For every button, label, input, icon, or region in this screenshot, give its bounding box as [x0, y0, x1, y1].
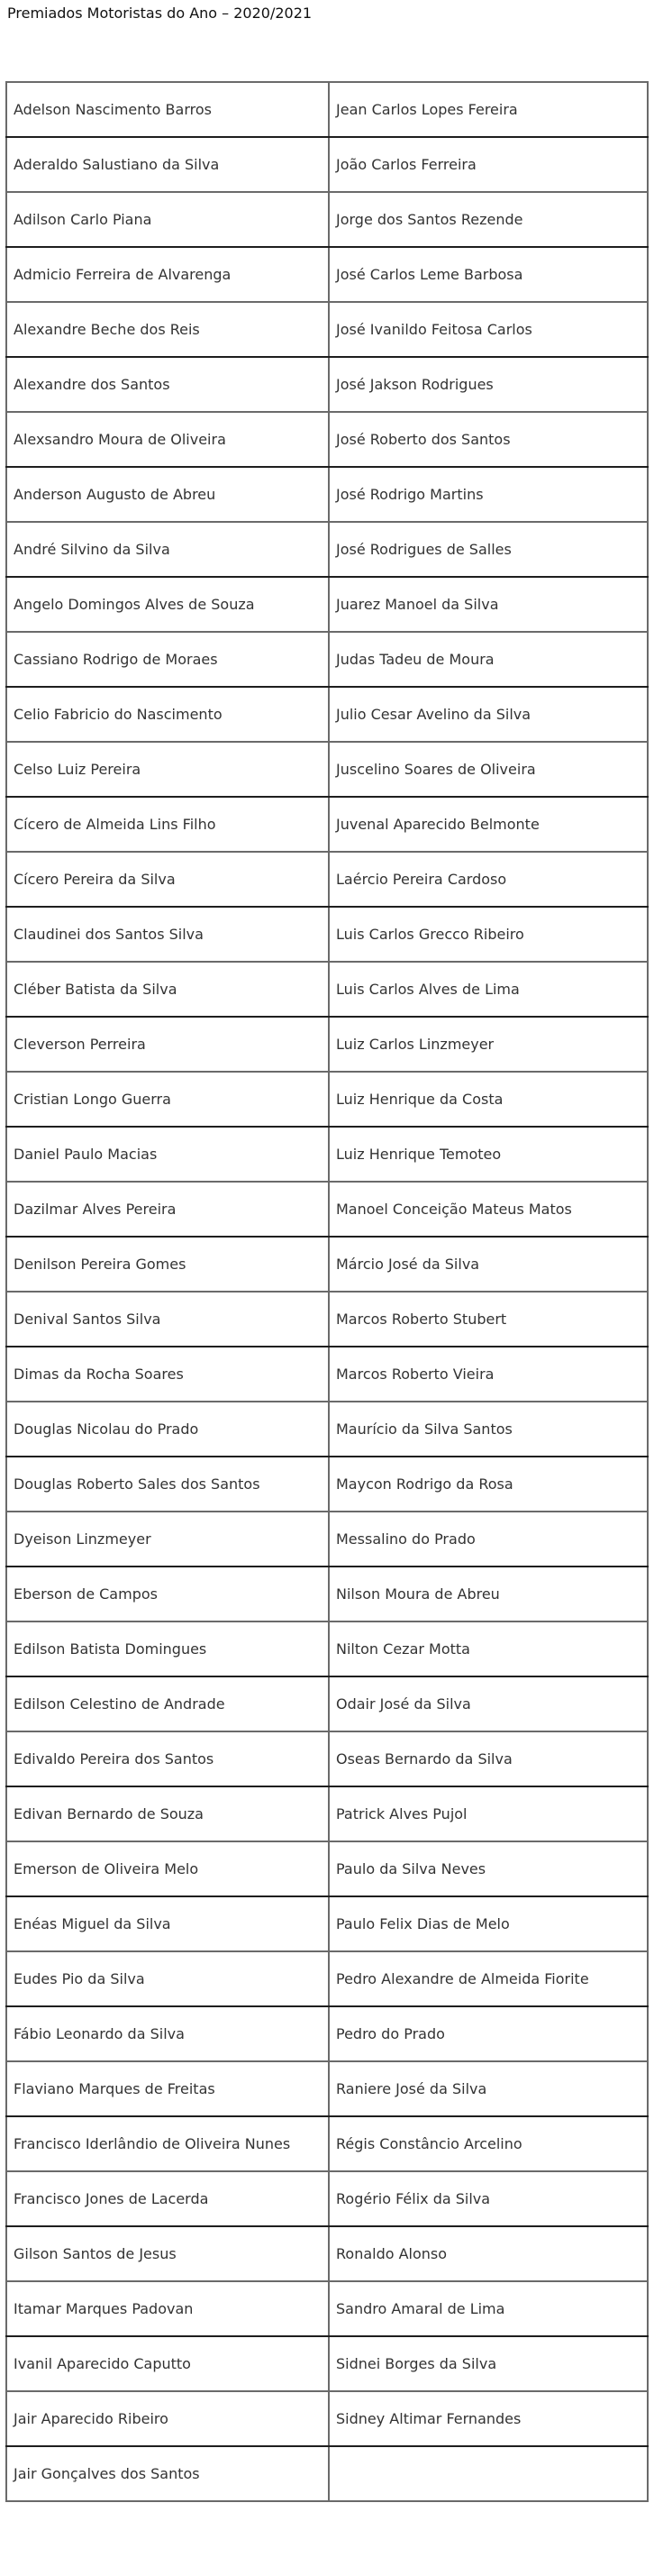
- table-row: [6, 2336, 648, 2391]
- name-cell-right: Pedro do Prado: [329, 2006, 648, 2061]
- name-cell-left: Dazilmar Alves Pereira: [6, 1182, 329, 1237]
- name-cell-right: Luiz Henrique da Costa: [329, 1072, 648, 1127]
- name-cell-left: André Silvino da Silva: [6, 522, 329, 577]
- table-row: [6, 1951, 648, 2006]
- name-cell-left: Adelson Nascimento Barros: [6, 82, 329, 137]
- name-cell-right: José Rodrigo Martins: [329, 467, 648, 522]
- name-cell-right: Jean Carlos Lopes Fereira: [329, 82, 648, 137]
- name-cell-right: Luiz Carlos Linzmeyer: [329, 1017, 648, 1072]
- name-cell-right: José Carlos Leme Barbosa: [329, 247, 648, 302]
- name-cell-left: Enéas Miguel da Silva: [6, 1896, 329, 1951]
- table-row: [6, 2281, 648, 2336]
- name-cell-right: Márcio José da Silva: [329, 1237, 648, 1292]
- name-cell-right: Maycon Rodrigo da Rosa: [329, 1457, 648, 1512]
- name-cell-left: Cristian Longo Guerra: [6, 1072, 329, 1127]
- table-row: [6, 82, 648, 137]
- table-row: [6, 1127, 648, 1182]
- name-cell-left: Cícero Pereira da Silva: [6, 852, 329, 907]
- name-cell-right: Nilson Moura de Abreu: [329, 1567, 648, 1621]
- name-cell-left: Edilson Celestino de Andrade: [6, 1676, 329, 1731]
- name-cell-right: Oseas Bernardo da Silva: [329, 1731, 648, 1786]
- table-row: [6, 1347, 648, 1402]
- name-cell-left: Admicio Ferreira de Alvarenga: [6, 247, 329, 302]
- table-row: [6, 1017, 648, 1072]
- name-cell-left: Emerson de Oliveira Melo: [6, 1841, 329, 1896]
- name-cell-right: Laércio Pereira Cardoso: [329, 852, 648, 907]
- table-row: [6, 2391, 648, 2446]
- name-cell-left: Jair Aparecido Ribeiro: [6, 2391, 329, 2446]
- name-cell-left: Douglas Roberto Sales dos Santos: [6, 1457, 329, 1512]
- name-cell-left: Douglas Nicolau do Prado: [6, 1402, 329, 1457]
- table-row: [6, 852, 648, 907]
- name-cell-right: Juvenal Aparecido Belmonte: [329, 797, 648, 852]
- table-row: [6, 2171, 648, 2226]
- name-cell-right: Sidney Altimar Fernandes: [329, 2391, 648, 2446]
- name-cell-right: Judas Tadeu de Moura: [329, 632, 648, 687]
- table-row: [6, 1457, 648, 1512]
- name-cell-left: Fábio Leonardo da Silva: [6, 2006, 329, 2061]
- table-row: [6, 1731, 648, 1786]
- name-cell-right: Juscelino Soares de Oliveira: [329, 742, 648, 797]
- name-cell-left: Cléber Batista da Silva: [6, 962, 329, 1017]
- name-cell-left: Dyeison Linzmeyer: [6, 1512, 329, 1567]
- name-cell-right: Sandro Amaral de Lima: [329, 2281, 648, 2336]
- table-row: [6, 1182, 648, 1237]
- name-cell-right: Nilton Cezar Motta: [329, 1621, 648, 1676]
- name-cell-left: Denilson Pereira Gomes: [6, 1237, 329, 1292]
- name-cell-right: Julio Cesar Avelino da Silva: [329, 687, 648, 742]
- table-row: [6, 302, 648, 357]
- name-cell-right: Marcos Roberto Vieira: [329, 1347, 648, 1402]
- name-cell-right: José Ivanildo Feitosa Carlos: [329, 302, 648, 357]
- table-row: [6, 2006, 648, 2061]
- name-cell-right: Luis Carlos Grecco Ribeiro: [329, 907, 648, 962]
- name-cell-left: Flaviano Marques de Freitas: [6, 2061, 329, 2116]
- name-cell-right: Luis Carlos Alves de Lima: [329, 962, 648, 1017]
- name-cell-right: José Jakson Rodrigues: [329, 357, 648, 412]
- table-row: [6, 412, 648, 467]
- name-cell-right: Raniere José da Silva: [329, 2061, 648, 2116]
- name-cell-left: Daniel Paulo Macias: [6, 1127, 329, 1182]
- table-row: [6, 962, 648, 1017]
- name-cell-right: Sidnei Borges da Silva: [329, 2336, 648, 2391]
- name-cell-right: Régis Constâncio Arcelino: [329, 2116, 648, 2171]
- table-row: [6, 2446, 648, 2501]
- name-cell-right: Messalino do Prado: [329, 1512, 648, 1567]
- name-cell-right: Jorge dos Santos Rezende: [329, 192, 648, 247]
- table-row: [6, 247, 648, 302]
- name-cell-right: José Rodrigues de Salles: [329, 522, 648, 577]
- name-cell-right: Patrick Alves Pujol: [329, 1786, 648, 1841]
- table-row: [6, 742, 648, 797]
- table-row: [6, 1786, 648, 1841]
- table-row: [6, 2226, 648, 2281]
- name-cell-right: Odair José da Silva: [329, 1676, 648, 1731]
- name-cell-left: Edilson Batista Domingues: [6, 1621, 329, 1676]
- table-row: [6, 687, 648, 742]
- table-row: [6, 1292, 648, 1347]
- table-row: [6, 797, 648, 852]
- name-cell-right: [329, 2446, 648, 2501]
- name-cell-right: Ronaldo Alonso: [329, 2226, 648, 2281]
- name-cell-left: Ivanil Aparecido Caputto: [6, 2336, 329, 2391]
- name-cell-left: Aderaldo Salustiano da Silva: [6, 137, 329, 192]
- table-row: [6, 522, 648, 577]
- name-cell-left: Eberson de Campos: [6, 1567, 329, 1621]
- table-row: [6, 632, 648, 687]
- name-cell-right: Manoel Conceição Mateus Matos: [329, 1182, 648, 1237]
- name-cell-left: Claudinei dos Santos Silva: [6, 907, 329, 962]
- name-cell-left: Eudes Pio da Silva: [6, 1951, 329, 2006]
- name-cell-left: Celio Fabricio do Nascimento: [6, 687, 329, 742]
- name-cell-left: Itamar Marques Padovan: [6, 2281, 329, 2336]
- awardees-table-body: [6, 82, 648, 2501]
- table-row: [6, 907, 648, 962]
- table-row: [6, 1567, 648, 1621]
- name-cell-right: Luiz Henrique Temoteo: [329, 1127, 648, 1182]
- table-row: [6, 2061, 648, 2116]
- table-row: [6, 1072, 648, 1127]
- name-cell-left: Francisco Iderlândio de Oliveira Nunes: [6, 2116, 329, 2171]
- name-cell-right: Rogério Félix da Silva: [329, 2171, 648, 2226]
- name-cell-left: Anderson Augusto de Abreu: [6, 467, 329, 522]
- name-cell-left: Alexandre Beche dos Reis: [6, 302, 329, 357]
- table-row: [6, 137, 648, 192]
- name-cell-left: Cassiano Rodrigo de Moraes: [6, 632, 329, 687]
- table-row: [6, 1896, 648, 1951]
- table-row: [6, 357, 648, 412]
- name-cell-left: Denival Santos Silva: [6, 1292, 329, 1347]
- name-cell-left: Alexsandro Moura de Oliveira: [6, 412, 329, 467]
- name-cell-left: Gilson Santos de Jesus: [6, 2226, 329, 2281]
- name-cell-left: Francisco Jones de Lacerda: [6, 2171, 329, 2226]
- name-cell-right: Paulo da Silva Neves: [329, 1841, 648, 1896]
- name-cell-right: Paulo Felix Dias de Melo: [329, 1896, 648, 1951]
- name-cell-left: Cleverson Perreira: [6, 1017, 329, 1072]
- name-cell-left: Alexandre dos Santos: [6, 357, 329, 412]
- table-row: [6, 1237, 648, 1292]
- name-cell-left: Edivaldo Pereira dos Santos: [6, 1731, 329, 1786]
- name-cell-left: Jair Gonçalves dos Santos: [6, 2446, 329, 2501]
- table-row: [6, 1512, 648, 1567]
- name-cell-right: Marcos Roberto Stubert: [329, 1292, 648, 1347]
- name-cell-right: Pedro Alexandre de Almeida Fiorite: [329, 1951, 648, 2006]
- name-cell-left: Edivan Bernardo de Souza: [6, 1786, 329, 1841]
- name-cell-right: João Carlos Ferreira: [329, 137, 648, 192]
- table-row: [6, 1676, 648, 1731]
- name-cell-right: Maurício da Silva Santos: [329, 1402, 648, 1457]
- name-cell-left: Adilson Carlo Piana: [6, 192, 329, 247]
- awardees-table: [5, 81, 649, 2502]
- table-row: [6, 577, 648, 632]
- table-row: [6, 1841, 648, 1896]
- table-row: [6, 2116, 648, 2171]
- name-cell-left: Cícero de Almeida Lins Filho: [6, 797, 329, 852]
- name-cell-left: Celso Luiz Pereira: [6, 742, 329, 797]
- table-row: [6, 192, 648, 247]
- table-row: [6, 467, 648, 522]
- table-row: [6, 1402, 648, 1457]
- table-row: [6, 1621, 648, 1676]
- name-cell-left: Angelo Domingos Alves de Souza: [6, 577, 329, 632]
- page-title: Premiados Motoristas do Ano – 2020/2021: [7, 5, 313, 22]
- name-cell-right: Juarez Manoel da Silva: [329, 577, 648, 632]
- name-cell-right: José Roberto dos Santos: [329, 412, 648, 467]
- name-cell-left: Dimas da Rocha Soares: [6, 1347, 329, 1402]
